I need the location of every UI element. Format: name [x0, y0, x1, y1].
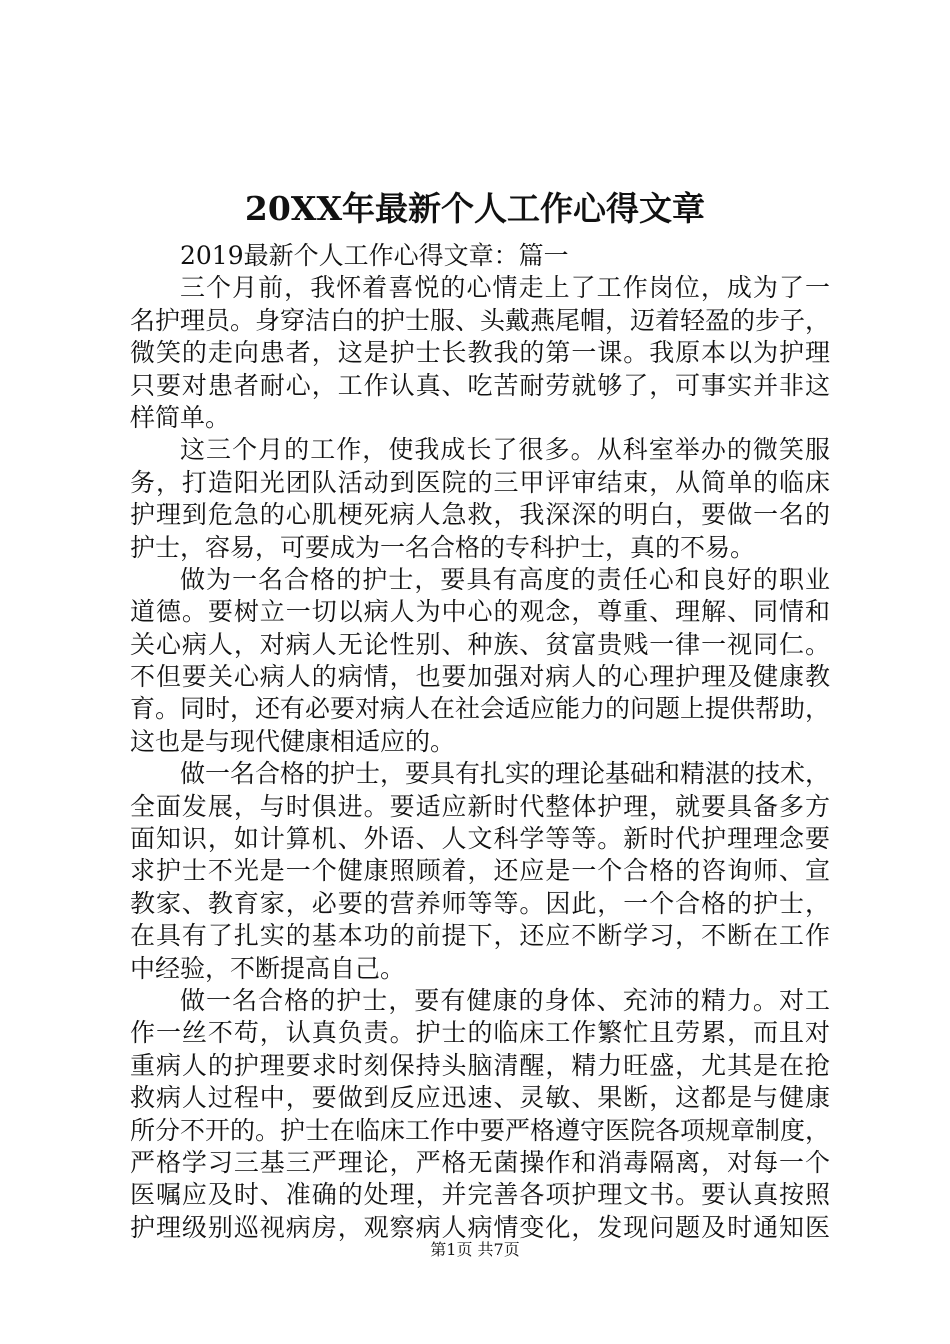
- text-line: 这也是与现代健康相适应的。: [130, 726, 456, 756]
- text-line: 作一丝不苟，认真负责。护士的临床工作繁忙且劳累，而且对: [130, 1018, 830, 1048]
- text-line: 微笑的走向患者，这是护士长教我的第一课。我原本以为护理: [130, 338, 830, 368]
- document-body: [130, 240, 830, 1244]
- text-line: 三个月前，我怀着喜悦的心情走上了工作岗位，成为了一: [180, 273, 830, 303]
- text-line: 医嘱应及时、准确的处理，并完善各项护理文书。要认真按照: [130, 1180, 830, 1210]
- text-line: 关心病人，对病人无论性别、种族、贫富贵贱一律一视同仁。: [130, 629, 830, 659]
- body-lines: [130, 272, 830, 1244]
- text-line: 中经验，不断提高自己。: [130, 953, 406, 983]
- text-line: 在具有了扎实的基本功的前提下，还应不断学习，不断在工作: [130, 921, 830, 951]
- text-line: 救病人过程中，要做到反应迅速、灵敏、果断，这都是与健康: [130, 1083, 830, 1113]
- section-heading: 2019最新个人工作心得文章：篇一: [180, 241, 569, 270]
- document-title: 20XX年最新个人工作心得文章: [244, 189, 706, 228]
- text-line: 做为一名合格的护士，要具有高度的责任心和良好的职业: [180, 564, 830, 594]
- text-line: 重病人的护理要求时刻保持头脑清醒，精力旺盛，尤其是在抢: [130, 1050, 830, 1080]
- text-line: 只要对患者耐心，工作认真、吃苦耐劳就够了，可事实并非这: [130, 370, 830, 400]
- text-line: 名护理员。身穿洁白的护士服、头戴燕尾帽，迈着轻盈的步子，: [130, 305, 830, 335]
- text-line: 这三个月的工作，使我成长了很多。从科室举办的微笑服: [180, 435, 830, 465]
- text-line: 严格学习三基三严理论，严格无菌操作和消毒隔离，对每一个: [130, 1147, 830, 1177]
- page-number: 第1页 共7页: [430, 1240, 520, 1259]
- text-line: 做一名合格的护士，要具有扎实的理论基础和精湛的技术，: [180, 759, 830, 789]
- text-line: 教家、教育家，必要的营养师等等。因此，一个合格的护士，: [130, 888, 830, 918]
- text-line: 护理到危急的心肌梗死病人急救，我深深的明白，要做一名的: [130, 500, 830, 530]
- text-line: 务，打造阳光团队活动到医院的三甲评审结束，从简单的临床: [130, 467, 830, 497]
- text-line: 全面发展，与时俱进。要适应新时代整体护理，就要具备多方: [130, 791, 830, 821]
- text-line: 不但要关心病人的病情，也要加强对病人的心理护理及健康教: [130, 662, 830, 692]
- text-line: 求护士不光是一个健康照顾着，还应是一个合格的咨询师、宣: [130, 856, 830, 886]
- text-line: 护士，容易，可要成为一名合格的专科护士，真的不易。: [130, 532, 756, 562]
- text-line: 所分不开的。护士在临床工作中要严格遵守医院各项规章制度，: [130, 1115, 830, 1145]
- text-line: 护理级别巡视病房，观察病人病情变化，发现问题及时通知医: [130, 1212, 830, 1242]
- text-line: 育。同时，还有必要对病人在社会适应能力的问题上提供帮助，: [130, 694, 830, 724]
- text-line: 面知识，如计算机、外语、人文科学等等。新时代护理理念要: [130, 824, 830, 854]
- text-line: 道德。要树立一切以病人为中心的观念，尊重、理解、同情和: [130, 597, 830, 627]
- text-line: 样简单。: [130, 402, 231, 432]
- text-line: 做一名合格的护士，要有健康的身体、充沛的精力。对工: [180, 985, 830, 1015]
